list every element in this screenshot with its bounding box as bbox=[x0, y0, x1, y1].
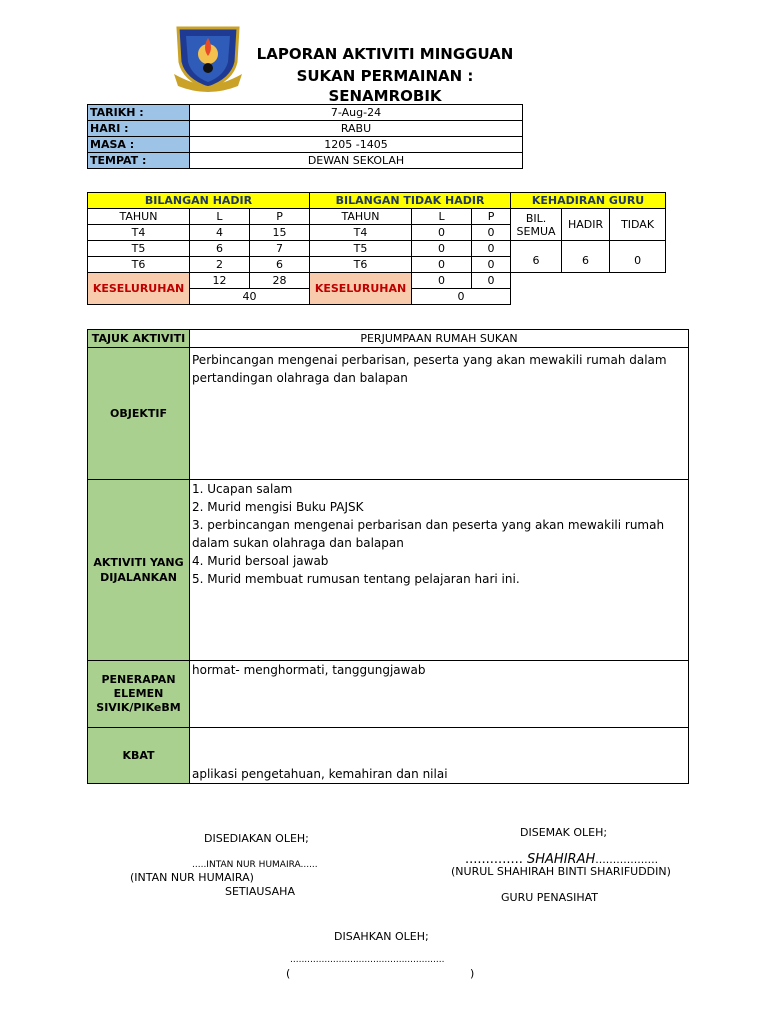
objektif-label: OBJEKTIF bbox=[88, 348, 190, 480]
disahkan-signature-line: ...................................................... bbox=[290, 955, 445, 965]
total-tidak-p: 0 bbox=[472, 273, 511, 289]
info-value: 7-Aug-24 bbox=[190, 105, 523, 121]
keseluruhan-label: KESELURUHAN bbox=[88, 273, 190, 305]
l-cell: 2 bbox=[190, 257, 250, 273]
disediakan-name: (INTAN NUR HUMAIRA) bbox=[130, 871, 254, 884]
penerapan-label-line: SIVIK/PIKeBM bbox=[96, 701, 181, 714]
disemak-name: (NURUL SHAHIRAH BINTI SHARIFUDDIN) bbox=[451, 865, 671, 878]
school-crest-icon bbox=[172, 24, 244, 94]
objektif-content bbox=[190, 348, 689, 480]
signature-name: SHAHIRAH bbox=[527, 852, 596, 867]
p-cell: 0 bbox=[472, 225, 511, 241]
info-value: RABU bbox=[190, 121, 523, 137]
aktiviti-label-line: AKTIVITI YANG bbox=[93, 556, 184, 569]
p-cell: 7 bbox=[250, 241, 310, 257]
p-cell: 0 bbox=[472, 241, 511, 257]
total-tidak-sum: 0 bbox=[412, 289, 511, 305]
l-cell: 0 bbox=[412, 225, 472, 241]
info-label: HARI : bbox=[88, 121, 190, 137]
tahun-cell: T4 bbox=[88, 225, 190, 241]
info-label: TEMPAT : bbox=[88, 153, 190, 169]
guru-hadir-value: 6 bbox=[562, 241, 610, 273]
info-row-tempat bbox=[88, 153, 523, 169]
activity-table bbox=[87, 329, 689, 784]
info-label: MASA : bbox=[88, 137, 190, 153]
disahkan-open-bracket: ( bbox=[286, 967, 291, 980]
aktiviti-line: 2. Murid mengisi Buku PAJSK bbox=[192, 500, 364, 514]
disemak-role: GURU PENASIHAT bbox=[501, 891, 598, 904]
col-p: P bbox=[250, 209, 310, 225]
p-cell: 6 bbox=[250, 257, 310, 273]
attendance-table bbox=[87, 192, 666, 305]
l-cell: 4 bbox=[190, 225, 250, 241]
info-table bbox=[87, 104, 523, 169]
tahun-cell: T5 bbox=[88, 241, 190, 257]
aktiviti-label-line: DIJALANKAN bbox=[100, 571, 177, 584]
aktiviti-content bbox=[190, 480, 689, 661]
info-value: 1205 -1405 bbox=[190, 137, 523, 153]
info-label: TARIKH : bbox=[88, 105, 190, 121]
p-cell: 15 bbox=[250, 225, 310, 241]
info-row-hari bbox=[88, 121, 523, 137]
disediakan-label: DISEDIAKAN OLEH; bbox=[204, 832, 309, 845]
tahun-cell: T6 bbox=[88, 257, 190, 273]
objektif-line: pertandingan olahraga dan balapan bbox=[192, 371, 408, 385]
col-l: L bbox=[190, 209, 250, 225]
aktiviti-line: 4. Murid bersoal jawab bbox=[192, 554, 329, 568]
report-title: LAPORAN AKTIVITI MINGGUAN bbox=[256, 45, 514, 63]
tahun-cell: T6 bbox=[310, 257, 412, 273]
signature-dots: .................. bbox=[595, 853, 659, 866]
col-guru-tidak: TIDAK bbox=[610, 209, 666, 241]
total-hadir-p: 28 bbox=[250, 273, 310, 289]
info-row-masa bbox=[88, 137, 523, 153]
kbat-label: KBAT bbox=[88, 728, 190, 784]
col-bil-semua: BIL. SEMUA bbox=[511, 209, 562, 241]
total-hadir-l: 12 bbox=[190, 273, 250, 289]
aktiviti-line: 5. Murid membuat rumusan tentang pelajaran hari ini. bbox=[192, 572, 520, 586]
col-p: P bbox=[472, 209, 511, 225]
guru-header: KEHADIRAN GURU bbox=[511, 193, 666, 209]
total-hadir-sum: 40 bbox=[190, 289, 310, 305]
col-guru-hadir: HADIR bbox=[562, 209, 610, 241]
col-l: L bbox=[412, 209, 472, 225]
signature-dots: .............. bbox=[465, 852, 523, 867]
tahun-cell: T5 bbox=[310, 241, 412, 257]
tahun-cell: T4 bbox=[310, 225, 412, 241]
l-cell: 6 bbox=[190, 241, 250, 257]
p-cell: 0 bbox=[472, 257, 511, 273]
penerapan-label-line: PENERAPAN bbox=[101, 673, 176, 686]
attendance-row bbox=[88, 241, 666, 257]
l-cell: 0 bbox=[412, 241, 472, 257]
guru-semua-value: 6 bbox=[511, 241, 562, 273]
objektif-line: Perbincangan mengenai perbarisan, peserta yang akan mewakili rumah dalam bbox=[192, 353, 667, 367]
l-cell: 0 bbox=[412, 257, 472, 273]
guru-tidak-value: 0 bbox=[610, 241, 666, 273]
aktiviti-line: dalam sukan olahraga dan balapan bbox=[192, 536, 404, 550]
info-row-tarikh bbox=[88, 105, 523, 121]
info-value: DEWAN SEKOLAH bbox=[190, 153, 523, 169]
disemak-label: DISEMAK OLEH; bbox=[520, 826, 608, 839]
aktiviti-line: 3. perbincangan mengenai perbarisan dan peserta yang akan mewakili rumah bbox=[192, 518, 665, 532]
total-tidak-l: 0 bbox=[412, 273, 472, 289]
disahkan-close-bracket: ) bbox=[470, 967, 475, 980]
penerapan-label bbox=[88, 661, 190, 728]
report-subtitle: SUKAN PERMAINAN : SENAMROBIK bbox=[296, 67, 474, 105]
disahkan-label: DISAHKAN OLEH; bbox=[334, 930, 429, 943]
tajuk-value: PERJUMPAAN RUMAH SUKAN bbox=[190, 330, 689, 348]
tidak-hadir-header: BILANGAN TIDAK HADIR bbox=[310, 193, 511, 209]
keseluruhan-label: KESELURUHAN bbox=[310, 273, 412, 305]
penerapan-value: hormat- menghormati, tanggungjawab bbox=[190, 661, 689, 728]
col-tahun: TAHUN bbox=[310, 209, 412, 225]
col-tahun: TAHUN bbox=[88, 209, 190, 225]
kbat-value: aplikasi pengetahuan, kemahiran dan nilai bbox=[190, 728, 689, 784]
penerapan-label-line: ELEMEN bbox=[113, 687, 164, 700]
hadir-header: BILANGAN HADIR bbox=[88, 193, 310, 209]
aktiviti-label bbox=[88, 480, 190, 661]
aktiviti-line: 1. Ucapan salam bbox=[192, 482, 293, 496]
disediakan-role: SETIAUSAHA bbox=[225, 885, 295, 898]
tajuk-label: TAJUK AKTIVITI bbox=[88, 330, 190, 348]
disediakan-signature: .....INTAN NUR HUMAIRA...... bbox=[192, 860, 318, 870]
